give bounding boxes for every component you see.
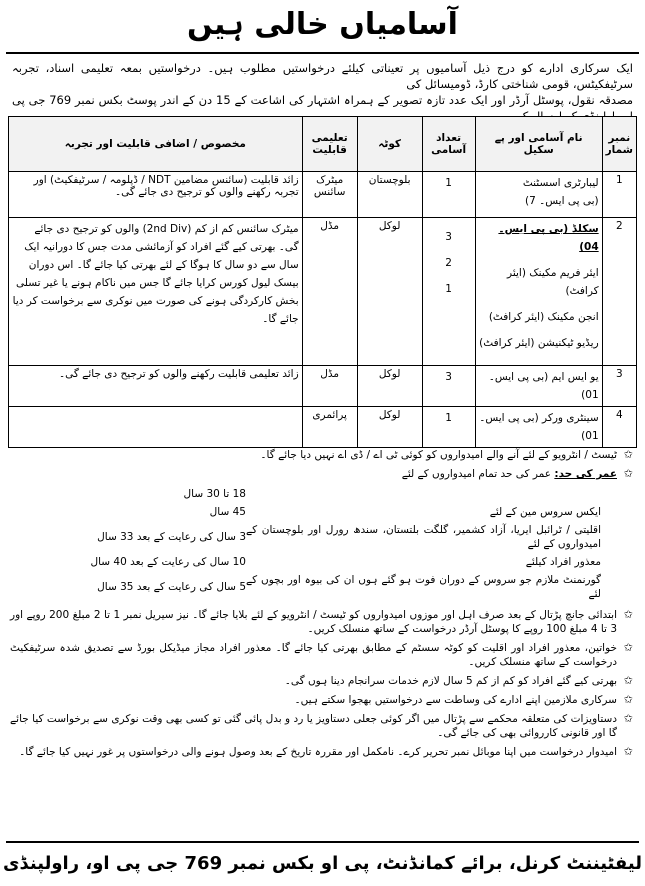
age-row — [10, 485, 617, 503]
age-row-label — [246, 485, 617, 503]
star-bullet-icon: ✩ — [623, 608, 633, 621]
row-count — [422, 407, 475, 448]
age-limit-heading-rest: عمر کی حد تمام امیدواروں کے لئے — [401, 468, 552, 480]
note-item — [10, 448, 633, 462]
note-item — [10, 712, 633, 740]
intro-line: ایک سرکاری ادارے کو درج ذیل آسامیوں پر تعیناتی کیلئے درخواستیں مطلوب ہیں۔ درخواستیں بمعہ تعلیمی اسناد، تجربہ سرٹیفکیٹس، قومی شناختی کارڈ، ڈومیسائل کی — [12, 61, 633, 91]
page-title: آسامیاں خالی ہیں — [187, 7, 458, 42]
age-limit-block — [10, 467, 633, 603]
notes-section — [10, 448, 633, 764]
post-name-line: انجن مکینک (ایئر کرافٹ) — [488, 311, 599, 323]
row-extra: زائد تعلیمی قابلیت رکھنے والوں کو ترجیح دی جائے گی۔ — [9, 366, 303, 407]
row-post-name — [475, 218, 602, 366]
post-name-line: یو ایس ایم (بی پی ایس۔ 01) — [488, 371, 599, 401]
post-name-line: لیبارٹری اسسٹنٹ — [522, 177, 599, 189]
row-quota: لوکل — [357, 366, 422, 407]
note-text: دستاویزات کی متعلقہ محکمے سے پڑتال میں اگر کوئی جعلی دستاویز یا رد و بدل پائی گئی تو کسی بھی وقت نوکری سے برخواست کیا جائے گا اور قانونی کارروائی بھی کی جائے گی۔ — [10, 713, 617, 739]
star-bullet-icon: ✩ — [623, 467, 633, 480]
age-row — [10, 503, 617, 521]
count-value: 3 — [445, 231, 452, 243]
age-limit-table — [10, 485, 617, 603]
row-education: میٹرک سائنس — [302, 172, 357, 218]
row-serial: 1 — [602, 172, 636, 218]
title-divider — [6, 52, 639, 54]
star-bullet-icon: ✩ — [623, 693, 633, 706]
row-extra — [9, 407, 303, 448]
post-name-line: سکلڈ (بی پی ایس۔ 04) — [498, 223, 599, 253]
row-extra: میٹرک سائنس کم از کم (2nd Div) والوں کو ترجیح دی جائے گی۔ بھرتی کیے گئے افراد کو آزمائشی مدت جس کا دورانیہ ایک سال سے دو سال کا ہوگا کے لئے بھرتی کیا جائے گا۔ اس دوران بیسک لیول کورس کرایا جائے گا جس میں ناکام ہونے یا غیر تسلی بخش کارکردگی ہونے کی صورت میں نوکری سے برخواست کر دیا جائے گا۔ — [9, 218, 303, 366]
note-text: امیدوار درخواست میں اپنا موبائل نمبر تحریر کرے۔ نامکمل اور مقررہ تاریخ کے بعد وصول ہونے والی درخواستوں پر غور نہیں کیا جائے گا۔ — [19, 746, 617, 758]
note-text: سرکاری ملازمین اپنے ادارے کی وساطت سے درخواستیں بھجوا سکتے ہیں۔ — [294, 694, 617, 706]
age-limit-heading: عمر کی حد: — [554, 468, 617, 480]
row-serial: 4 — [602, 407, 636, 448]
table-row — [9, 407, 637, 448]
age-row-value: 45 سال — [209, 506, 246, 518]
note-text: خواتین، معذور افراد اور اقلیت کو کوٹہ سسٹم کے مطابق بھرتی کیا جائے گا۔ معذور افراد مجاز میڈیکل بورڈ سے تصدیق شدہ سرٹیفکیٹ درخواست کے ساتھ منسلک کریں۔ — [10, 642, 617, 668]
row-count — [422, 172, 475, 218]
table-header-row — [9, 117, 637, 172]
row-post-name — [475, 407, 602, 448]
footer-divider — [6, 841, 639, 843]
star-bullet-icon: ✩ — [623, 641, 633, 654]
row-count — [422, 218, 475, 366]
star-bullet-icon: ✩ — [623, 745, 633, 758]
post-name-line: سینٹری ورکر (بی پی ایس۔ 01) — [479, 412, 599, 442]
post-name-line: ایئر فریم مکینک (ایئر کرافٹ) — [507, 267, 599, 297]
age-row-value: 18 تا 30 سال — [183, 488, 246, 500]
header-quota: کوٹہ — [357, 117, 422, 172]
note-item — [10, 693, 633, 707]
header-extra-qualification: مخصوص / اضافی قابلیت اور تجربہ — [9, 117, 303, 172]
row-education: مڈل — [302, 218, 357, 366]
age-row-label: گورنمنٹ ملازم جو سروس کے دوران فوت ہو گئے ہوں ان کی بیوہ اور بچوں کے لئے — [246, 574, 601, 600]
count-value: 3 — [445, 371, 452, 383]
row-quota: لوکل — [357, 407, 422, 448]
count-value: 1 — [445, 283, 452, 295]
age-row — [10, 571, 617, 603]
row-post-name — [475, 172, 602, 218]
count-value: 2 — [445, 257, 452, 269]
intro-line: مصدقہ نقول، پوسٹل آرڈر اور ایک عدد تازہ تصویر کے ہمراہ اشتہار کی اشاعت کے 15 دن کے اندر پوسٹ بکس نمبر 769 جی پی — [12, 93, 633, 107]
age-row — [10, 521, 617, 553]
age-row-label: ایکس سروس مین کے لئے — [489, 506, 601, 518]
header-serial: نمبر شمار — [602, 117, 636, 172]
row-post-name — [475, 366, 602, 407]
intro-paragraph — [12, 60, 633, 124]
count-value: 1 — [445, 412, 452, 424]
row-extra: زائد قابلیت (سائنس مضامین NDT / ڈپلومہ / سرٹیفکیٹ) اور تجربہ رکھنے والوں کو ترجیح دی جائے گی۔ — [9, 172, 303, 218]
age-row-value: 5 سال کی رعایت کے بعد 35 سال — [97, 581, 246, 593]
vacancies-table — [8, 116, 637, 448]
footer-signature: لیفٹیننٹ کرنل، برائے کمانڈنٹ، پی او بکس نمبر 769 جی پی او، راولپنڈی — [3, 853, 642, 874]
note-text: بھرتی کیے گئے افراد کو کم از کم 5 سال لازم خدمات سرانجام دینا ہوں گی۔ — [284, 675, 617, 687]
note-item — [10, 745, 633, 759]
header-post-name: نام آسامی اور پے سکیل — [475, 117, 602, 172]
post-name-line: ریڈیو ٹیکنیشن (ایئر کرافٹ) — [479, 337, 599, 349]
header-education: تعلیمی قابلیت — [302, 117, 357, 172]
note-item — [10, 608, 633, 636]
star-bullet-icon: ✩ — [623, 712, 633, 725]
count-value: 1 — [445, 177, 452, 189]
row-education: مڈل — [302, 366, 357, 407]
post-name-line: (بی پی ایس۔ 7) — [525, 195, 599, 207]
row-quota: لوکل — [357, 218, 422, 366]
star-bullet-icon: ✩ — [623, 674, 633, 687]
table-row — [9, 366, 637, 407]
note-text: ابتدائی جانچ پڑتال کے بعد صرف اہل اور موزوں امیدواروں کو ٹیسٹ / انٹرویو کے لئے بلایا جائے گا۔ نیز سیریل نمبر 1 تا 2 مبلغ 200 روپے اور 3 تا 4 مبلغ 100 روپے کا پوسٹل آرڈر درخواست کے ساتھ منسلک کریں۔ — [10, 609, 618, 635]
table-row — [9, 218, 637, 366]
age-row-label: اقلیتی / ٹرائبل ایریا، آزاد کشمیر، گلگت بلتستان، سندھ رورل اور بلوچستان کے امیدواروں کے لئے — [246, 524, 601, 550]
age-row-label: معذور افراد کیلئے — [525, 556, 601, 568]
header-count: تعداد آسامی — [422, 117, 475, 172]
age-row-value: 10 سال کی رعایت کے بعد 40 سال — [90, 556, 246, 568]
age-row-value: 3 سال کی رعایت کے بعد 33 سال — [97, 531, 246, 543]
note-item — [10, 641, 633, 669]
age-row — [10, 553, 617, 571]
row-count — [422, 366, 475, 407]
row-serial: 3 — [602, 366, 636, 407]
star-bullet-icon: ✩ — [623, 448, 633, 461]
row-quota: بلوچستان — [357, 172, 422, 218]
table-row — [9, 172, 637, 218]
row-serial: 2 — [602, 218, 636, 366]
note-text: ٹیسٹ / انٹرویو کے لئے آنے والے امیدواروں کو کوئی ٹی اے / ڈی اے نہیں دیا جائے گا۔ — [260, 449, 617, 461]
row-education: پرائمری — [302, 407, 357, 448]
note-item — [10, 674, 633, 688]
